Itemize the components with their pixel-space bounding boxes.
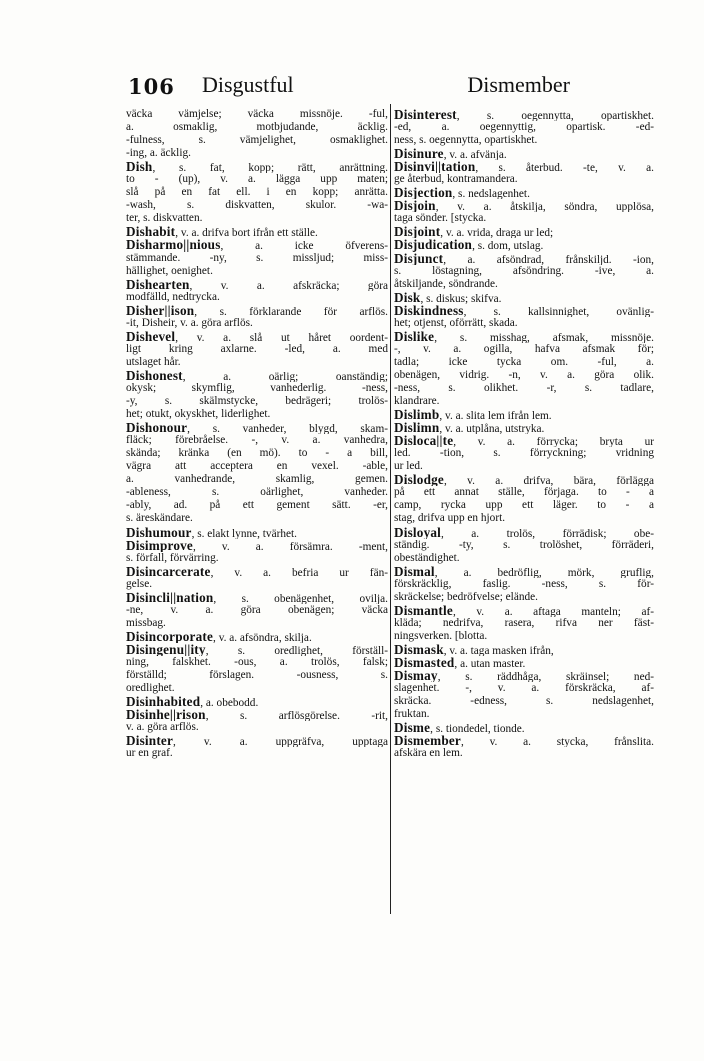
entry-line: skräckelse; bedröfvelse; elände. <box>394 590 538 603</box>
entry-line: -it, Disheir, v. a. göra arflös. <box>126 316 253 329</box>
entry-line: oredlighet. <box>126 682 175 695</box>
entry-line: ur en graf. <box>126 747 173 760</box>
entry-line: Dismal, a. bedröflig, mörk, gruflig, <box>394 564 654 578</box>
entry-line: -ed, a. oegennyttig, opartisk. -ed- <box>394 121 654 134</box>
entry-line: Disinure, v. a. afvänja. <box>394 147 507 161</box>
entry-line: Disingenu||ity, s. oredlighet, förställ- <box>126 642 388 656</box>
entry-line: Dismasted, a. utan master. <box>394 655 526 670</box>
entry-line: fruktan. <box>394 708 430 721</box>
entry-line: förställd; förslagen. -ousness, s. <box>126 669 388 682</box>
entry-line: förskräcklig, faslig. -ness, s. för- <box>394 577 654 590</box>
entry-line: camp, rycka upp ett läger. to - a <box>394 499 654 512</box>
entry-line: s. förfall, förvärring. <box>126 551 219 564</box>
entry-line: Disjoint, v. a. vrida, draga ur led; <box>394 225 554 239</box>
entry-line: Disinterest, s. oegennytta, opartiskhet. <box>394 108 654 122</box>
entry-line: Dish, s. fat, kopp; rätt, anrättning. <box>126 160 388 174</box>
entry-line: Dislimn, v. a. utplåna, utstryka. <box>394 421 545 435</box>
entry-line: Disjoin, v. a. åtskilja, söndra, upplösa, <box>394 199 654 213</box>
entry-line: Disincli||nation, s. obenägenhet, ovilja. <box>126 590 388 604</box>
entry-line: ur led. <box>394 460 423 473</box>
entry-line: a. osmaklig, motbjudande, äcklig. <box>126 121 388 134</box>
entry-line: s. löstagning, afsöndring. -ive, a. <box>394 264 654 277</box>
entry-line: Dislimb, v. a. slita lem ifrån lem. <box>394 408 552 422</box>
right-guide-word: Dismember <box>467 72 570 97</box>
entry-line: Disjection, s. nedslagenhet. <box>394 186 530 200</box>
entry-line: Dismember, v. a. stycka, frånslita. <box>394 734 654 748</box>
entry-line: s. äreskändare. <box>126 512 193 525</box>
entry-line: Dishabit, v. a. drifva bort ifrån ett ställe. <box>126 225 318 239</box>
entry-line: ter, s. diskvatten. <box>126 212 203 225</box>
entry-line: Dismay, s. räddhåga, skräinsel; ned- <box>394 669 654 683</box>
entry-line: led. -tion, s. förryckning; vridning <box>394 447 654 460</box>
entry-line: Dishumour, s. elakt lynne, tvärhet. <box>126 525 297 539</box>
left-guide-word: Disgustful <box>202 72 294 97</box>
entry-line: Disinter, v. a. uppgräfva, upptaga <box>126 734 388 748</box>
entry-line: Disjunct, a. afsöndrad, frånskiljd. -ion, <box>394 251 654 265</box>
entry-line: slagenhet. -, v. a. förskräcka, af- <box>394 682 654 695</box>
entry-line: Disjudication, s. dom, utslag. <box>394 238 544 252</box>
entry-line: v. a. göra arflös. <box>126 721 199 734</box>
entry-line: Disk, s. diskus; skifva. <box>394 290 502 304</box>
entry-line: Disinhe||rison, s. arflösgörelse. -rit, <box>126 708 388 722</box>
entry-line: vägra att acceptera en vexel. -able, <box>126 460 388 473</box>
entry-line: stag, drifva upp en hjort. <box>394 512 506 525</box>
entry-line: stämmande. -ny, s. missljud; miss- <box>126 251 388 264</box>
entry-line: Dishevel, v. a. slå ut håret oordent- <box>126 329 388 343</box>
entry-line: ständig. -ty, s. trolöshet, förräderi, <box>394 538 654 551</box>
entry-line: Disloyal, a. trolös, förrädisk; obe- <box>394 525 654 539</box>
entry-line: skräcka. -edness, s. nedslagenhet, <box>394 695 654 708</box>
entry-line: modfälld, nedtrycka. <box>126 290 220 303</box>
entry-line: -ably, ad. på ett gement sätt. -er, <box>126 499 388 512</box>
column-divider <box>390 104 391 914</box>
entry-line: kläda; nedrifva, rasera, rifva ner fäst- <box>394 616 654 629</box>
entry-line: Dismask, v. a. taga masken ifrån, <box>394 642 554 656</box>
entry-line: tadla; icke tycka om. -ful, a. <box>394 355 654 368</box>
entry-line: klandrare. <box>394 395 440 408</box>
entry-line: åtskiljande, söndrande. <box>394 277 498 290</box>
entry-line: afskära en lem. <box>394 747 463 760</box>
entry-line: het; otjenst, oförrätt, skada. <box>394 316 518 329</box>
entry-line: -wash, s. diskvatten, skulor. -wa- <box>126 199 388 212</box>
entry-line: -ing, a. äcklig. <box>126 147 191 160</box>
entry-line: skända; kränka (en mö). to - a bill, <box>126 447 388 460</box>
entry-line: Disher||ison, s. förklarande för arflös. <box>126 303 388 317</box>
entry-line: ning, falskhet. -ous, a. trolös, falsk; <box>126 655 388 668</box>
entry-line: Disincorporate, v. a. afsöndra, skilja. <box>126 629 312 643</box>
entry-line: a. vanhedrande, skamlig, gemen. <box>126 473 388 486</box>
entry-line: -ableness, s. oärlighet, vanheder. <box>126 486 388 499</box>
entry-line: ligt kring axlarne. -led, a. med <box>126 342 388 355</box>
entry-line: Diskindness, s. kallsinnighet, ovänlig- <box>394 303 654 317</box>
entry-line: Disincarcerate, v. a. befria ur fän- <box>126 564 388 578</box>
entry-line: obenägen, vidrig. -n, v. a. göra olik. <box>394 368 654 381</box>
entry-line: Dishonest, a. oärlig; oanständig; <box>126 368 388 382</box>
entry-line: på ett annat ställe, förjaga. to - a <box>394 486 654 499</box>
entry-line: slå på en fat ell. i en kopp; anrätta. <box>126 186 388 199</box>
entry-line: -ness, s. olikhet. -r, s. tadlare, <box>394 381 654 394</box>
entry-line: ge återbud, kontramandera. <box>394 173 518 186</box>
entry-line: Disme, s. tiondedel, tionde. <box>394 721 525 735</box>
entry-line: Disloca||te, v. a. förrycka; bryta ur <box>394 434 654 448</box>
left-column <box>126 108 388 760</box>
entry-line: to - (up), v. a. lägga upp maten; <box>126 173 388 186</box>
entry-line: Disimprove, v. a. försämra. -ment, <box>126 538 388 552</box>
entry-line: missbag. <box>126 616 166 629</box>
page-header <box>128 70 576 104</box>
entry-line: väcka vämjelse; väcka missnöje. -ful, <box>126 108 388 120</box>
entry-line: Dislike, s. misshag, afsmak, missnöje. <box>394 329 654 343</box>
page-number: 106 <box>128 74 175 99</box>
entry-line: ningsverken. [blotta. <box>394 629 488 642</box>
entry-line: Dishonour, s. vanheder, blygd, skam- <box>126 421 388 435</box>
entry-line: taga sönder. [stycka. <box>394 212 487 225</box>
entry-line: -ne, v. a. göra obenägen; väcka <box>126 603 388 616</box>
entry-line: Disinvi||tation, s. återbud. -te, v. a. <box>394 160 654 174</box>
entry-line: -, v. a. ogilla, hafva afsmak för; <box>394 342 654 355</box>
entry-line: obeständighet. <box>394 551 460 564</box>
entry-line: okysk; skymflig, vanhederlig. -ness, <box>126 381 388 394</box>
entry-line: hällighet, oenighet. <box>126 264 213 277</box>
entry-line: Disharmo||nious, a. icke öfverens- <box>126 238 388 252</box>
entry-line: Dishearten, v. a. afskräcka; göra <box>126 277 388 291</box>
entry-line: -fulness, s. vämjelighet, osmaklighet. <box>126 134 388 147</box>
entry-line: Dislodge, v. a. drifva, bära, förlägga <box>394 473 654 487</box>
entry-line: fläck; förebråelse. -, v. a. vanhedra, <box>126 434 388 447</box>
right-column <box>394 108 654 760</box>
entry-line: het; otukt, okyskhet, liderlighet. <box>126 408 271 421</box>
entry-line: utslaget hår. <box>126 355 181 368</box>
entry-line: gelse. <box>126 577 153 590</box>
entry-line: -y, s. skälmstycke, bedrägeri; trolös- <box>126 395 388 408</box>
entry-line: Disinhabited, a. obebodd. <box>126 695 259 709</box>
entry-line: Dismantle, v. a. aftaga manteln; af- <box>394 603 654 617</box>
entry-line: ness, s. oegennytta, opartiskhet. <box>394 134 538 147</box>
